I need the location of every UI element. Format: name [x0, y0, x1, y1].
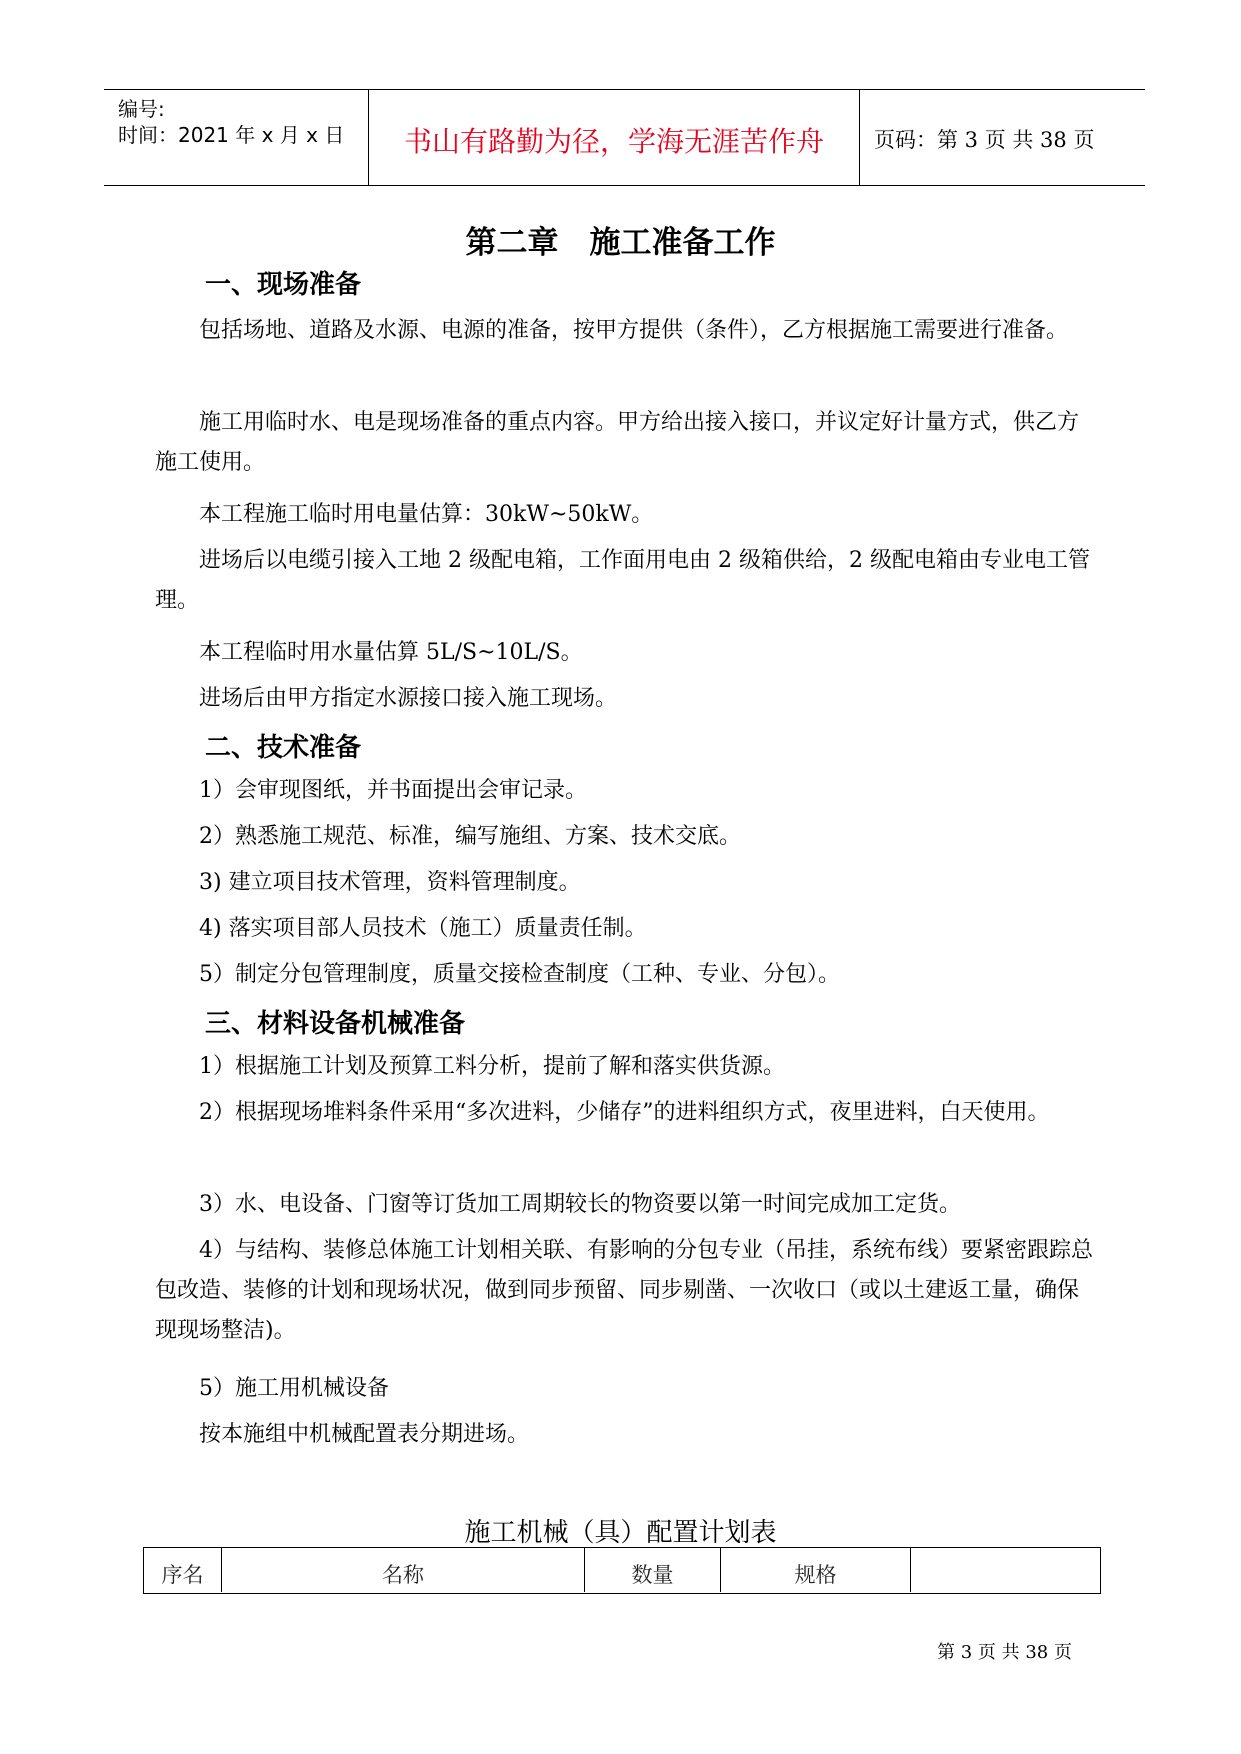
equipment-table [143, 1547, 1101, 1594]
section-heading: 二、技术准备 [205, 733, 362, 763]
table-header-cell: 序名 [144, 1548, 222, 1592]
header-page-number: 页码：第 3 页 共 38 页 [874, 128, 1095, 152]
paragraph: 3) 建立项目技术管理，资料管理制度。 [199, 870, 581, 895]
paragraph: 2）熟悉施工规范、标准，编写施组、方案、技术交底。 [199, 824, 741, 849]
table-title: 施工机械（具）配置计划表 [464, 1518, 777, 1548]
header-right-cell [860, 90, 1145, 185]
paragraph: 1）会审现图纸，并书面提出会审记录。 [199, 778, 587, 803]
paragraph: 本工程施工临时用电量估算：30kW~50kW。 [199, 502, 654, 527]
page-footer: 第 3 页 共 38 页 [937, 1642, 1072, 1663]
paragraph: 2）根据现场堆料条件采用“多次进料，少储存”的进料组织方式，夜里进料，白天使用。 [199, 1100, 1050, 1125]
paragraph: 施工用临时水、电是现场准备的重点内容。甲方给出接入接口，并议定好计量方式，供乙方施工使用。 [155, 410, 1080, 475]
paragraph: 5）施工用机械设备 [199, 1376, 389, 1401]
table-header-cell [911, 1548, 1099, 1592]
paragraph: 3）水、电设备、门窗等订货加工周期较长的物资要以第一时间完成加工定货。 [199, 1192, 961, 1217]
paragraph: 4）与结构、装修总体施工计划相关联、有影响的分包专业（吊挂，系统布线）要紧密跟踪总包改造、装修的计划和现场状况，做到同步预留、同步剔凿、一次收口（或以土建返工量，确保现现场整洁)。 [155, 1238, 1094, 1343]
table-header-cell: 数量 [585, 1548, 721, 1592]
header-left-cell [104, 90, 369, 185]
section-heading: 一、现场准备 [205, 270, 362, 300]
table-header-cell: 规格 [721, 1548, 911, 1592]
section-heading: 三、材料设备机械准备 [205, 1009, 466, 1039]
paragraph: 进场后由甲方指定水源接口接入施工现场。 [199, 686, 618, 711]
table-header-cell: 名称 [222, 1548, 585, 1592]
chapter-title: 第二章 施工准备工作 [465, 225, 776, 261]
paragraph: 5）制定分包管理制度，质量交接检查制度（工种、专业、分包）。 [199, 962, 840, 987]
header-table [104, 89, 1145, 186]
paragraph: 本工程临时用水量估算 5L/S~10L/S。 [199, 640, 583, 665]
paragraph: 按本施组中机械配置表分期进场。 [199, 1422, 530, 1447]
document-number: 编号: [118, 97, 165, 121]
paragraph: 4) 落实项目部人员技术（施工）质量责任制。 [199, 916, 647, 941]
motto: 书山有路勤为径，学海无涯苦作舟 [403, 125, 824, 158]
paragraph: 包括场地、道路及水源、电源的准备，按甲方提供（条件），乙方根据施工需要进行准备。 [199, 318, 1069, 343]
paragraph: 进场后以电缆引接入工地 2 级配电箱，工作面用电由 2 级箱供给，2 级配电箱由专业电工管理。 [155, 548, 1090, 613]
header-center-cell [369, 90, 860, 185]
document-date: 时间：2021 年 x 月 x 日 [118, 123, 345, 147]
paragraph: 1）根据施工计划及预算工料分析，提前了解和落实供货源。 [199, 1054, 785, 1079]
